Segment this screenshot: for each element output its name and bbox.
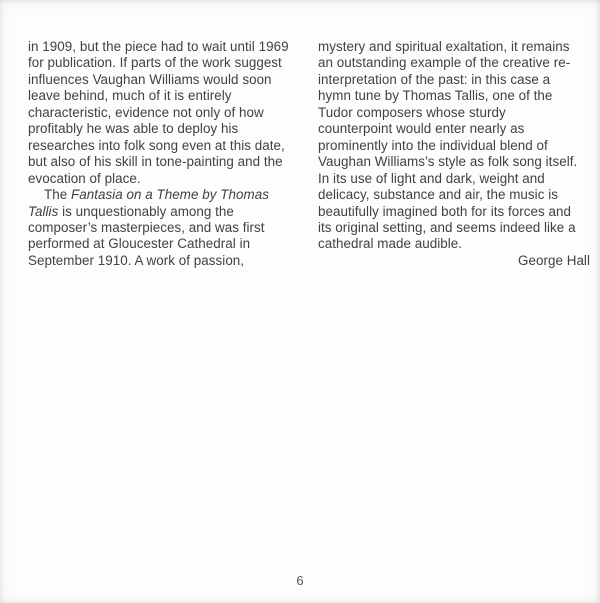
text-line: September 1910. A work of passion, [28,252,245,268]
text-line: in 1909, but the piece had to wait until 1969 [28,39,289,54]
text-line: hymn tune by Thomas Tallis, one of the [318,88,553,104]
page-number: 6 [296,573,304,588]
right-column-lines [318,39,590,253]
text-line: counterpoint would enter nearly as [318,121,525,137]
author-byline: George Hall [517,252,590,268]
text-line: characteristic, evidence not only of how [28,104,264,120]
text-line: influences Vaughan Williams would soon [28,71,272,87]
text-line: In its use of light and dark, weight and [318,170,545,186]
text-line: cathedral made audible. [318,236,463,252]
text-line: delicacy, substance and air, the music is [318,187,558,203]
text-line: mystery and spiritual exaltation, it remains [318,39,570,54]
text-column-right [318,39,590,269]
text-line: but also of his skill in tone-painting and the [28,154,283,170]
text-line: evocation of place. [28,170,141,186]
scan-edge-top [0,0,600,4]
text-line: Vaughan Williams’s style as folk song itself. [318,154,578,170]
text-line: The Fantasia on a Theme by Thomas [44,187,269,203]
text-line: leave behind, much of it is entirely [28,88,232,104]
text-line: beautifully imagined both for its forces and [318,203,572,219]
text-line: for publication. If parts of the work suggest [28,55,282,71]
text-line: composer’s masterpieces, and was first [28,219,265,235]
text-line: performed at Gloucester Cathedral in [28,236,251,252]
text-line: Tudor composers whose sturdy [318,104,506,120]
text-line: researches into folk song even at this date, [28,137,285,153]
text-line: interpretation of the past: in this case a [318,71,551,87]
text-column-left [28,39,306,269]
text-line: its original setting, and seems indeed like a [318,219,576,235]
scan-edge-right [595,0,600,603]
text-line: profitably he was able to deploy his [28,121,239,137]
text-line: an outstanding example of the creative re- [318,55,571,71]
text-line: Tallis is unquestionably among the [28,203,234,219]
text-line: prominently into the individual blend of [318,137,548,153]
scan-edge-left [0,0,4,603]
